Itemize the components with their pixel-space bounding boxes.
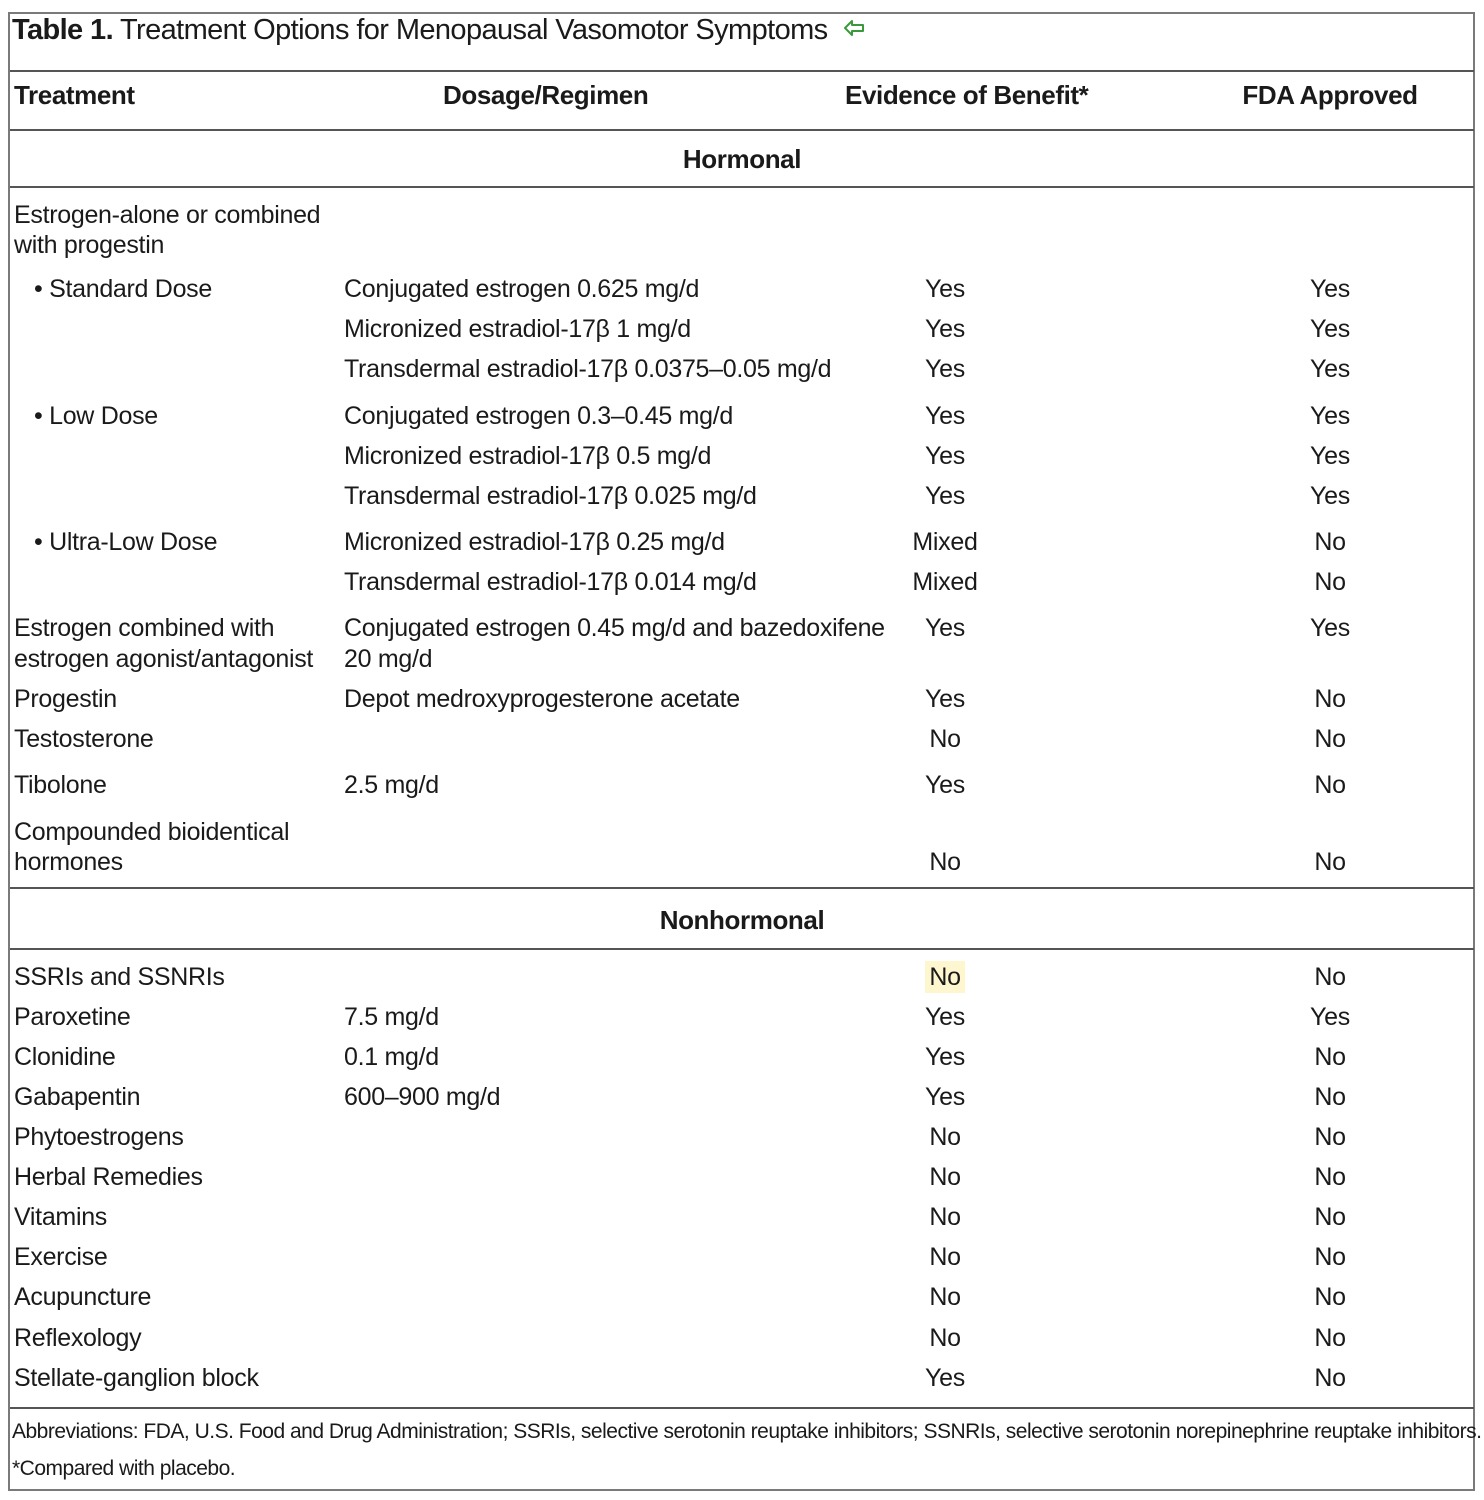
evidence-cell: Yes (925, 275, 965, 303)
rule-bottom (10, 1407, 1474, 1409)
rule-header (10, 129, 1474, 131)
treatment-cell: Progestin (14, 685, 117, 713)
evidence-cell: Mixed (912, 568, 978, 596)
estrogen-group-label-2: with progestin (14, 231, 165, 259)
evidence-cell: Yes (925, 442, 965, 470)
fda-cell: No (1314, 1243, 1346, 1271)
rule-hormonal (10, 186, 1474, 188)
fda-cell: No (1314, 1283, 1346, 1311)
evidence-cell: Yes (925, 355, 965, 383)
caption-label: Table 1. (12, 14, 114, 46)
fda-cell: No (1314, 1043, 1346, 1071)
highlighted-value: No (925, 961, 964, 993)
evidence-cell: Yes (925, 402, 965, 430)
rule-nonhormonal (10, 948, 1474, 950)
dose-cell: Micronized estradiol-17β 0.25 mg/d (344, 528, 725, 556)
treatment-cell: Testosterone (14, 725, 154, 753)
fda-cell: No (1314, 1163, 1346, 1191)
fda-cell: Yes (1310, 315, 1350, 343)
fda-cell: No (1314, 1364, 1346, 1392)
dose-cell: 0.1 mg/d (344, 1043, 439, 1071)
evidence-cell: No (929, 1324, 961, 1352)
rule-nonhormonal-top (10, 887, 1474, 889)
evidence-cell: Yes (925, 685, 965, 713)
dose-cell: 7.5 mg/d (344, 1003, 439, 1031)
evidence-cell (845, 962, 1045, 993)
standard-dose-label: • Standard Dose (34, 275, 212, 303)
footnote-star: *Compared with placebo. (12, 1457, 236, 1480)
evidence-cell: No (929, 1163, 961, 1191)
treatment-cell: Gabapentin (14, 1083, 141, 1111)
dose-cell: Depot medroxyprogesterone acetate (344, 685, 740, 713)
fda-cell: No (1314, 963, 1346, 991)
evidence-cell: Yes (925, 1043, 965, 1071)
fda-cell: Yes (1310, 355, 1350, 383)
rule-top (10, 70, 1474, 72)
fda-cell: No (1314, 848, 1346, 876)
section-nonhormonal: Nonhormonal (659, 905, 825, 935)
evidence-cell: No (929, 725, 961, 753)
fda-cell: Yes (1310, 614, 1350, 642)
treatment-cell: Paroxetine (14, 1003, 131, 1031)
dose-cell: 20 mg/d (344, 645, 433, 673)
dose-cell: Micronized estradiol-17β 0.5 mg/d (344, 442, 712, 470)
fda-cell: Yes (1310, 482, 1350, 510)
fda-cell: No (1314, 725, 1346, 753)
ultralow-dose-label: • Ultra-Low Dose (34, 528, 218, 556)
dose-cell: Conjugated estrogen 0.3–0.45 mg/d (344, 402, 734, 430)
low-dose-label: • Low Dose (34, 402, 158, 430)
evidence-cell: Yes (925, 1003, 965, 1031)
evidence-cell: No (929, 1203, 961, 1231)
fda-cell: No (1314, 1123, 1346, 1151)
header-evidence: Evidence of Benefit* (845, 80, 1089, 110)
evidence-cell: Yes (925, 771, 965, 799)
treatment-cell: Herbal Remedies (14, 1163, 203, 1191)
treatment-cell: SSRIs and SSNRIs (14, 963, 225, 991)
back-arrow-icon[interactable] (843, 12, 865, 45)
evidence-cell: Yes (925, 1083, 965, 1111)
dose-cell: Transdermal estradiol-17β 0.014 mg/d (344, 568, 757, 596)
evidence-cell: Yes (925, 315, 965, 343)
dose-cell: Transdermal estradiol-17β 0.0375–0.05 mg/d (344, 355, 832, 383)
estrogen-group-label-1: Estrogen-alone or combined (14, 201, 321, 229)
evidence-cell: Mixed (912, 528, 978, 556)
caption-title: Treatment Options for Menopausal Vasomotor Symptoms (119, 14, 828, 46)
treatment-cell: Estrogen combined with (14, 614, 275, 642)
fda-cell: No (1314, 1324, 1346, 1352)
dose-cell: Transdermal estradiol-17β 0.025 mg/d (344, 482, 757, 510)
fda-cell: Yes (1310, 1003, 1350, 1031)
evidence-cell: Yes (925, 614, 965, 642)
fda-cell: Yes (1310, 402, 1350, 430)
fda-cell: No (1314, 528, 1346, 556)
dose-cell: Conjugated estrogen 0.45 mg/d and bazedoxifene (344, 614, 885, 642)
treatment-cell: Reflexology (14, 1324, 142, 1352)
treatment-cell: Compounded bioidentical (14, 818, 290, 846)
footnote-abbreviations: Abbreviations: FDA, U.S. Food and Drug Administration; SSRIs, selective serotonin reuptake inhibitors; SSNRIs, selective serotonin norepinephrine reuptake inhibitors. (12, 1420, 1482, 1443)
evidence-cell: No (929, 848, 961, 876)
header-treatment: Treatment (14, 80, 135, 110)
header-fda: FDA Approved (1242, 80, 1418, 110)
treatment-cell: Tibolone (14, 771, 107, 799)
header-dosage: Dosage/Regimen (443, 80, 649, 110)
treatment-cell: Clonidine (14, 1043, 116, 1071)
dose-cell: Micronized estradiol-17β 1 mg/d (344, 315, 691, 343)
fda-cell: No (1314, 771, 1346, 799)
treatment-cell: hormones (14, 848, 123, 876)
dose-cell: Conjugated estrogen 0.625 mg/d (344, 275, 700, 303)
treatment-cell: estrogen agonist/antagonist (14, 645, 314, 673)
table-caption (12, 14, 865, 54)
fda-cell: Yes (1310, 275, 1350, 303)
fda-cell: No (1314, 1083, 1346, 1111)
fda-cell: No (1314, 1203, 1346, 1231)
evidence-cell: Yes (925, 1364, 965, 1392)
evidence-cell: No (929, 1283, 961, 1311)
fda-cell: No (1314, 685, 1346, 713)
treatment-cell: Exercise (14, 1243, 108, 1271)
treatment-cell: Acupuncture (14, 1283, 152, 1311)
evidence-cell: Yes (925, 482, 965, 510)
dose-cell: 600–900 mg/d (344, 1083, 501, 1111)
fda-cell: Yes (1310, 442, 1350, 470)
evidence-cell: No (929, 1243, 961, 1271)
treatment-cell: Phytoestrogens (14, 1123, 184, 1151)
dose-cell: 2.5 mg/d (344, 771, 439, 799)
section-hormonal: Hormonal (682, 144, 802, 174)
treatment-cell: Vitamins (14, 1203, 108, 1231)
fda-cell: No (1314, 568, 1346, 596)
evidence-cell: No (929, 1123, 961, 1151)
treatment-cell: Stellate-ganglion block (14, 1364, 259, 1392)
